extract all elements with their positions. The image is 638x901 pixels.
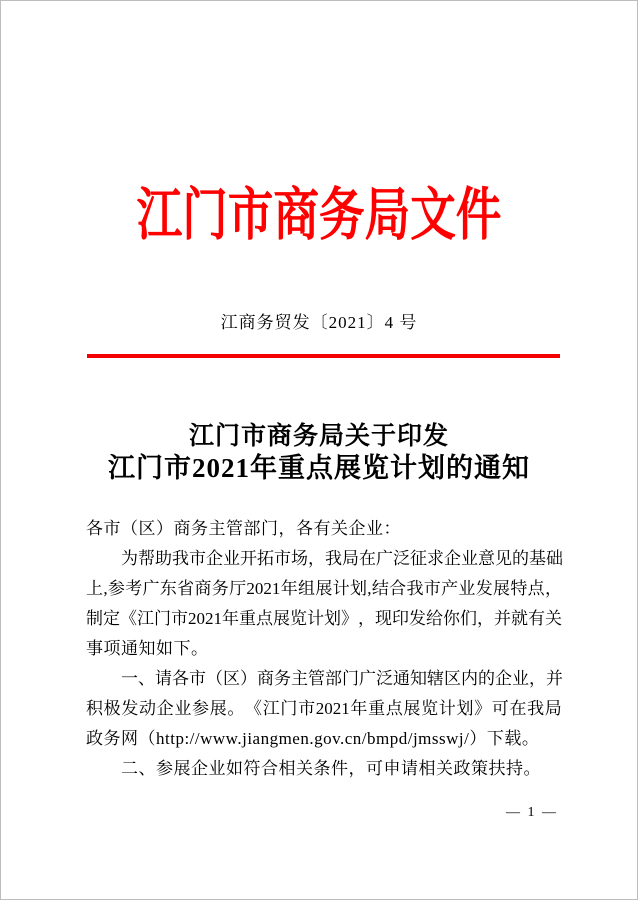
page-number: — 1 — (506, 805, 558, 820)
document-header-title: 江门市商务局文件 (136, 184, 502, 247)
body-line: 一 、 请 各 市 （ 区 ） 商 务 主 管 部 门 广 泛 通 知 辖 区 内 的 企 业 ， 并 (121, 669, 563, 688)
body-line: 上 , 参 考 广 东 省 商 务 厅 2021 年 组 展 计 划 , 结 合 我 市 产 业 发 展 特 点 ， (86, 579, 562, 598)
body-line: 制 定 《 江 门 市 2021 年 重 点 展 览 计 划 》 ， 现 印 发 给 你 们 ， 并 就 有 关 (86, 609, 562, 628)
red-divider-line (87, 354, 560, 358)
body-line: 政务网（http://www.jiangmen.gov.cn/bmpd/jmsswj/）下载。 (86, 729, 540, 748)
body-line: 为 帮 助 我 市 企 业 开 拓 市 场 ， 我 局 在 广 泛 征 求 企 业 意 见 的 基 础 (121, 549, 563, 568)
document-number: 江商务贸发〔2021〕4 号 (220, 313, 418, 332)
document-title-line1: 江门市商务局关于印发 (188, 423, 449, 450)
document-title-line2: 江门市2021年重点展览计划的通知 (108, 453, 530, 483)
body-line: 事项通知如下。 (86, 639, 209, 658)
document-title (1, 421, 637, 485)
body-line: 二、参展企业如符合相关条件，可申请相关政策扶持。 (121, 759, 541, 778)
body-line: 各市（区）商务主管部门，各有关企业： (86, 519, 401, 538)
document-body (86, 514, 562, 784)
body-line: 积 极 发 动 企 业 参 展 。 《 江 门 市 2021 年 重 点 展 览 计 划 》 可 在 我 局 (86, 699, 562, 718)
